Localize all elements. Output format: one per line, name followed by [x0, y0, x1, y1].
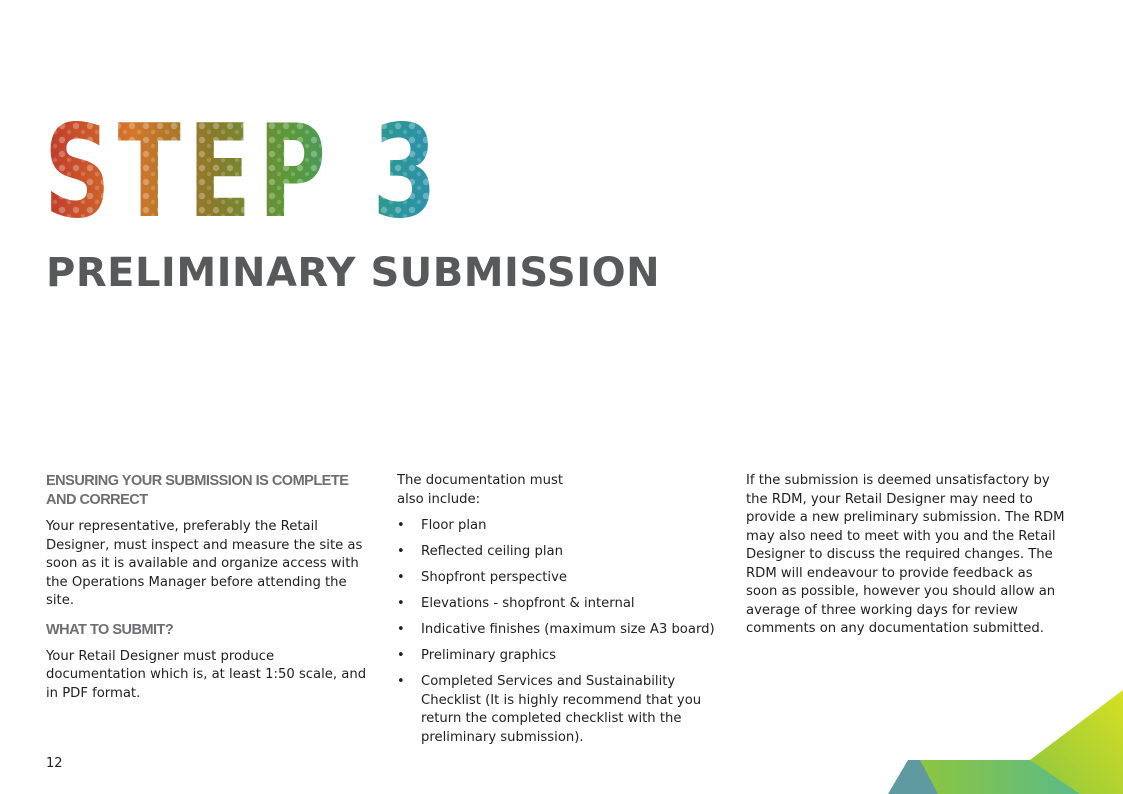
- documentation-list: [397, 517, 732, 747]
- step-title-texture: STEP 3: [44, 108, 444, 228]
- column-left: [46, 472, 376, 713]
- list-item: • Completed Services and Sustainability Checklist (It is highly recommend that you return the completed checklist with the preliminary submission).: [397, 673, 732, 747]
- page-subtitle: PRELIMINARY SUBMISSION: [46, 250, 661, 296]
- page-number: 12: [46, 756, 63, 771]
- list-item: • Elevations - shopfront & internal: [397, 595, 732, 614]
- paragraph-unsatisfactory: If the submission is deemed unsatisfactory by the RDM, your Retail Designer may need to provide a new preliminary submission. The RDM may also need to meet with you and the Retail Designer to discuss the required changes. The RDM will endeavour to provide feedback as soon as possible, however you should allow an average of three working days for review comments on any documentation submitted.: [746, 473, 1065, 636]
- paragraph-documentation: Your Retail Designer must produce documentation which is, at least 1:50 scale, and in PDF format.: [46, 648, 367, 701]
- corner-decoration: [880, 680, 1123, 794]
- step-title-text: STEP 3: [44, 108, 444, 228]
- list-item: • Indicative finishes (maximum size A3 board): [397, 621, 732, 640]
- list-item: • Shopfront perspective: [397, 569, 732, 588]
- list-item: • Floor plan: [397, 517, 732, 536]
- step-title: [44, 108, 454, 228]
- paragraph-inspection: Your representative, preferably the Retail Designer, must inspect and measure the site as soon as it is available and organize access with the Operations Manager before attending the site.: [46, 519, 363, 608]
- list-item: • Reflected ceiling plan: [397, 543, 732, 562]
- column-right: [746, 472, 1066, 649]
- section-heading-ensuring: ENSURING YOUR SUBMISSION IS COMPLETE AND CORRECT: [46, 473, 349, 508]
- column-middle: [397, 472, 732, 755]
- list-item: • Preliminary graphics: [397, 647, 732, 666]
- documentation-intro: The documentation must also include:: [397, 473, 564, 507]
- section-heading-what-to-submit: WHAT TO SUBMIT?: [46, 621, 174, 638]
